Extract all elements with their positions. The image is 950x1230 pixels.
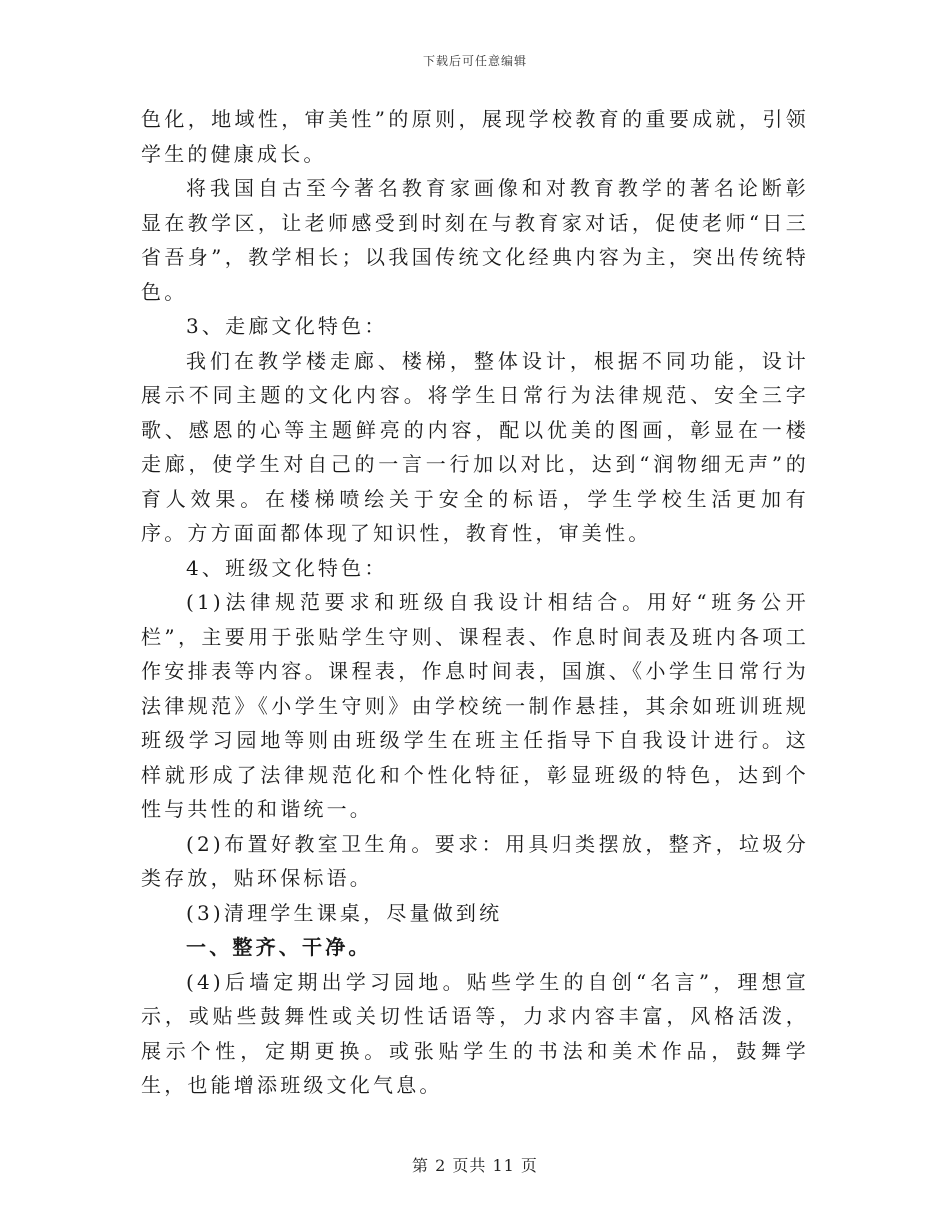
- list-item-2: (2)布置好教室卫生角。要求：用具归类摆放，整齐，垃圾分类存放，贴环保标语。: [141, 831, 809, 890]
- page-footer: 第 2 页共 11 页: [412, 1156, 538, 1175]
- bold-heading: 一、整齐、干净。: [186, 935, 372, 959]
- list-item-3: (3)清理学生课桌，尽量做到统: [186, 900, 503, 925]
- list-item-1: (1)法律规范要求和班级自我设计相结合。用好“班务公开栏”，主要用于张贴学生守则、课程表、作息时间表及班内各项工作安排表等内容。课程表，作息时间表，国旗、《小学生日常行为法律规范》《小学生守则》由学校统一制作悬挂，其余如班训班规班级学习园地等则由班级学生在班主任指导下自我设计进行。这样就形成了法律规范化和个性化特征，彰显班级的特色，达到个性与共性的和谐统一。: [141, 590, 809, 821]
- paragraph: 我们在教学楼走廊、楼梯，整体设计，根据不同功能，设计展示不同主题的文化内容。将学生日常行为法律规范、安全三字歌、感恩的心等主题鲜亮的内容，配以优美的图画，彰显在一楼走廊，使学生对自己的一言一行加以对比，达到“润物细无声”的育人效果。在楼梯喷绘关于安全的标语，学生学校生活更加有序。方方面面都体现了知识性，教育性，审美性。: [141, 348, 809, 545]
- document-body: [141, 102, 809, 1103]
- page-header: 下载后可任意编辑: [422, 54, 527, 68]
- paragraph-continuation: 色化，地域性，审美性”的原则，展现学校教育的重要成就，引领学生的健康成长。: [141, 107, 809, 166]
- list-item-4: (4)后墙定期出学习园地。贴些学生的自创“名言”，理想宣示，或贴些鼓舞性或关切性话语等，力求内容丰富，风格活泼，展示个性，定期更换。或张贴学生的书法和美术作品，鼓舞学生，也能增添班级文化气息。: [141, 969, 809, 1097]
- section-heading-class: 4、班级文化特色：: [186, 555, 388, 580]
- paragraph: 将我国自古至今著名教育家画像和对教育教学的著名论断彰显在教学区，让老师感受到时刻在与教育家对话，促使老师“日三省吾身”，教学相长；以我国传统文化经典内容为主，突出传统特色。: [141, 176, 809, 304]
- section-heading-corridor: 3、走廊文化特色：: [186, 314, 388, 338]
